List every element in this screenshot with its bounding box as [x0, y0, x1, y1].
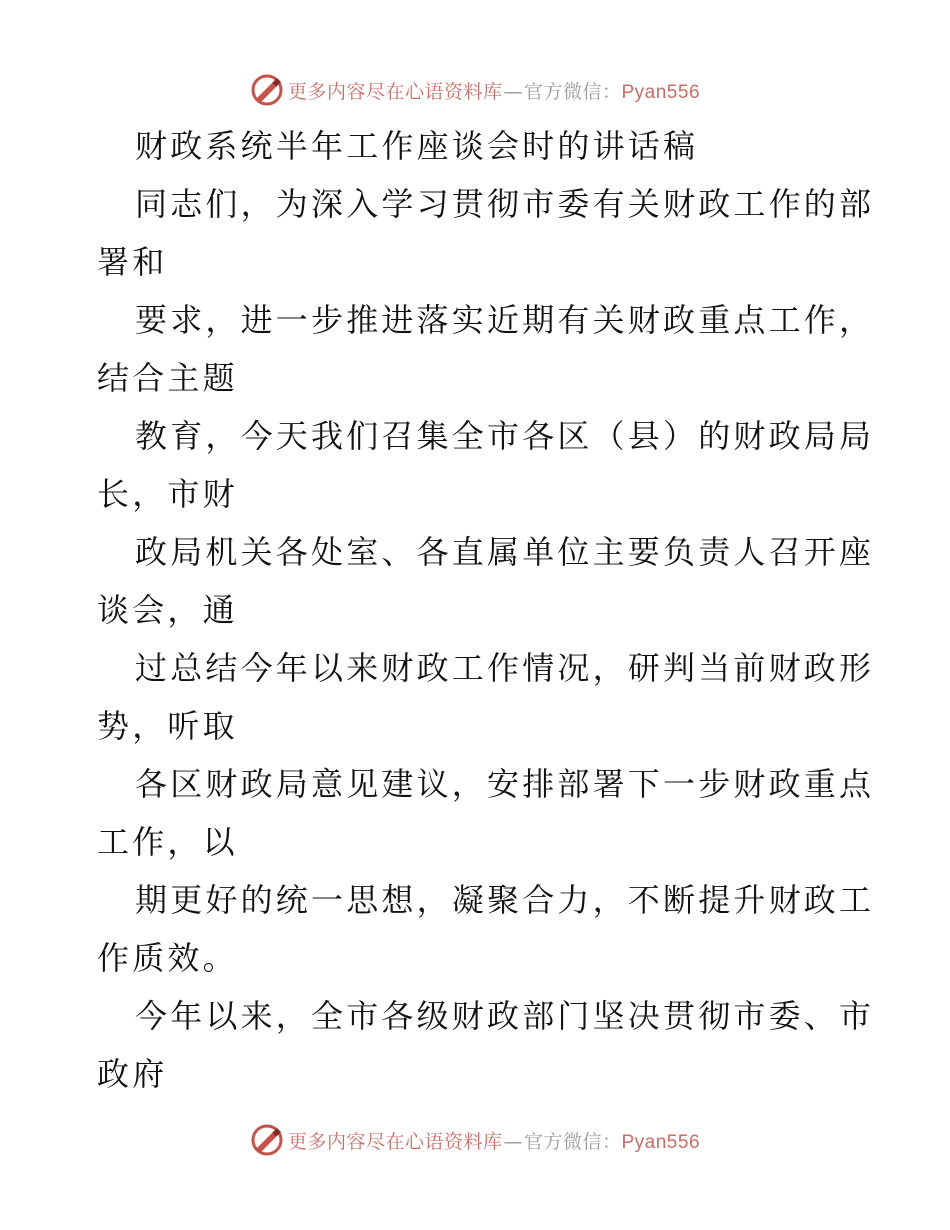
paragraph-line: 结合主题	[97, 359, 238, 397]
paragraph-line: 长，市财	[97, 475, 238, 513]
document-title: 财政系统半年工作座谈会时的讲话稿	[135, 127, 699, 165]
paragraph-line: 署和	[97, 243, 168, 281]
banner-wechat-label: 官方微信：	[523, 80, 622, 103]
paragraph-line: 工作，以	[97, 823, 238, 861]
banner-wechat-label: 官方微信：	[523, 1130, 622, 1153]
paragraph-line: 今年以来，全市各级财政部门坚决贯彻市委、市	[135, 997, 875, 1035]
paragraph-line: 要求，进一步推进落实近期有关财政重点工作，	[135, 301, 875, 339]
paragraph-line: 教育，今天我们召集全市各区（县）的财政局局	[135, 417, 875, 455]
banner-wechat-id: Pyan556	[621, 1131, 701, 1153]
paragraph-line: 谈会，通	[97, 591, 238, 629]
paragraph-line: 同志们，为深入学习贯彻市委有关财政工作的部	[135, 185, 875, 223]
pen-logo-icon	[250, 1123, 284, 1157]
paragraph-line: 期更好的统一思想，凝聚合力，不断提升财政工	[135, 881, 875, 919]
paragraph-line: 过总结今年以来财政工作情况，研判当前财政形	[135, 649, 875, 687]
paragraph-line: 政局机关各处室、各直属单位主要负责人召开座	[135, 533, 875, 571]
paragraph-line: 势，听取	[97, 707, 238, 745]
banner-dash: —	[503, 80, 523, 103]
footer-watermark-banner	[0, 1120, 950, 1160]
pen-logo-icon	[250, 73, 284, 107]
banner-dash: —	[503, 1130, 523, 1153]
header-watermark-banner	[0, 70, 950, 110]
banner-main-text: 更多内容尽在心语资料库	[287, 1130, 503, 1153]
paragraph-line: 政府	[97, 1055, 168, 1093]
paragraph-line: 各区财政局意见建议，安排部署下一步财政重点	[135, 765, 875, 803]
banner-wechat-id: Pyan556	[621, 81, 701, 103]
paragraph-line: 作质效。	[97, 939, 238, 977]
banner-main-text: 更多内容尽在心语资料库	[287, 80, 503, 103]
